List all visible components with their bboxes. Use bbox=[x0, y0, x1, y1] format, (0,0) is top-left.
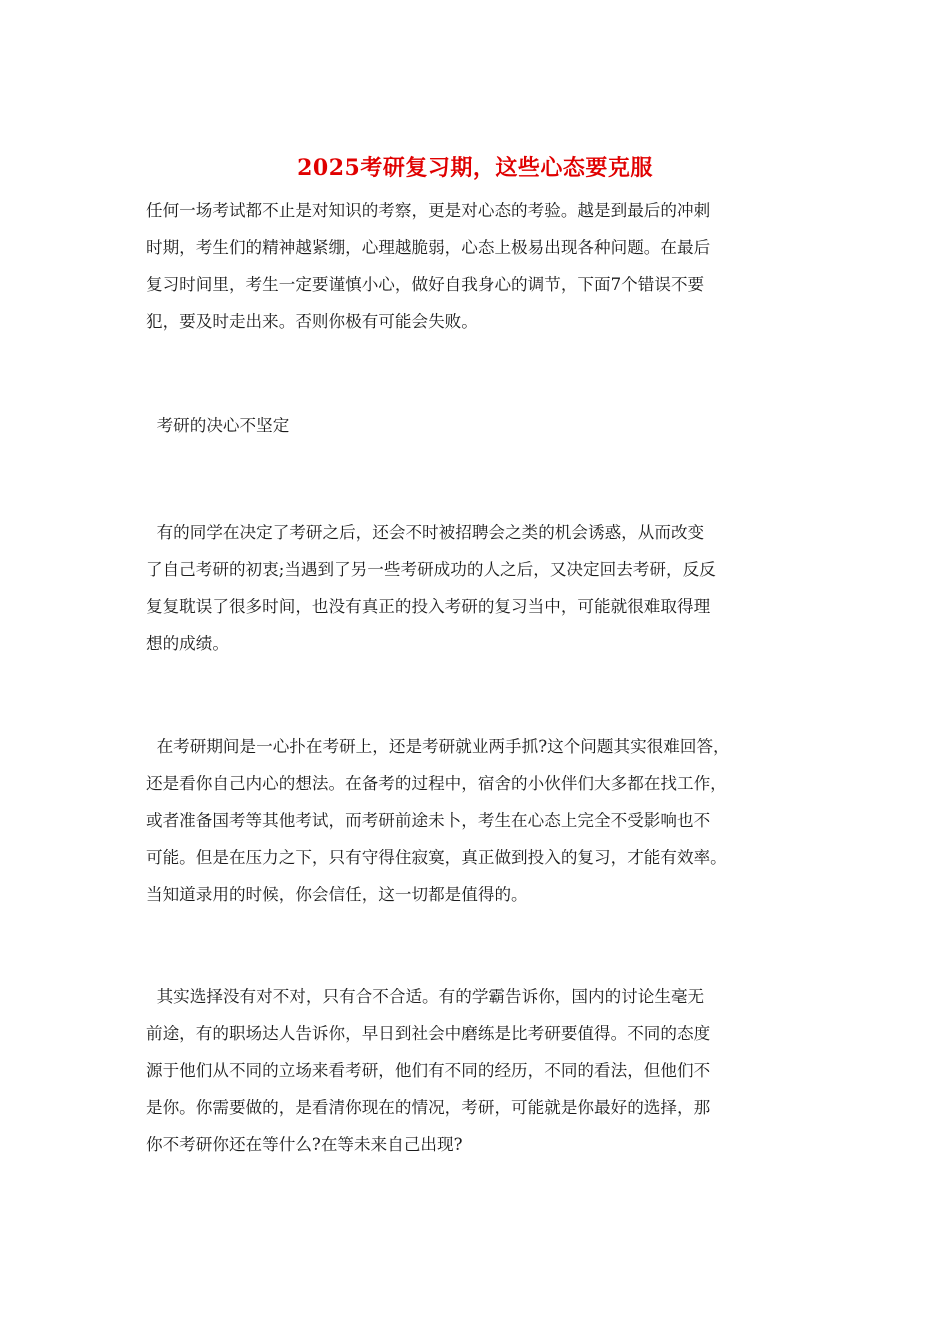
body-paragraph: 有的同学在决定了考研之后，还会不时被招聘会之类的机会诱惑，从而改变 了自己考研的初衷;当遇到了另一些考研成功的人之后，又决定回去考研，反反 复复耽误了很多时间，也没有真正的投入考研的复习当中，可能就很难取得理 想的成绩。 bbox=[146, 523, 716, 653]
document-title: 2025考研复习期，这些心态要克服 bbox=[297, 155, 653, 181]
section-heading: 考研的决心不坚定 bbox=[146, 416, 290, 435]
body-paragraph: 在考研期间是一心扑在考研上，还是考研就业两手抓?这个问题其实很难回答， 还是看你自己内心的想法。在备考的过程中，宿舍的小伙伴们大多都在找工作， 或者准备国考等其他考试，而考研前途未卜，考生在心态上完全不受影响也不 可能。但是在压力之下，只有守得住寂寞，真正做到投入的复习，才能有效率。 当知道录用的时候，你会信任，这一切都是值得的。 bbox=[146, 737, 730, 904]
intro-paragraph: 任何一场考试都不止是对知识的考察，更是对心态的考验。越是到最后的冲刺 时期，考生们的精神越紧绷，心理越脆弱，心态上极易出现各种问题。在最后 复习时间里，考生一定要谨慎小心，做好自我身心的调节，下面7个错误不要 犯，要及时走出来。否则你极有可能会失败。 bbox=[146, 201, 711, 331]
body-paragraph: 其实选择没有对不对，只有合不合适。有的学霸告诉你，国内的讨论生毫无 前途，有的职场达人告诉你，早日到社会中磨练是比考研要值得。不同的态度 源于他们从不同的立场来看考研，他们有不同的经历，不同的看法，但他们不 是你。你需要做的，是看清你现在的情况，考研，可能就是你最好的选择，那 你不考研你还在等什么?在等未来自己出现? bbox=[146, 987, 711, 1154]
